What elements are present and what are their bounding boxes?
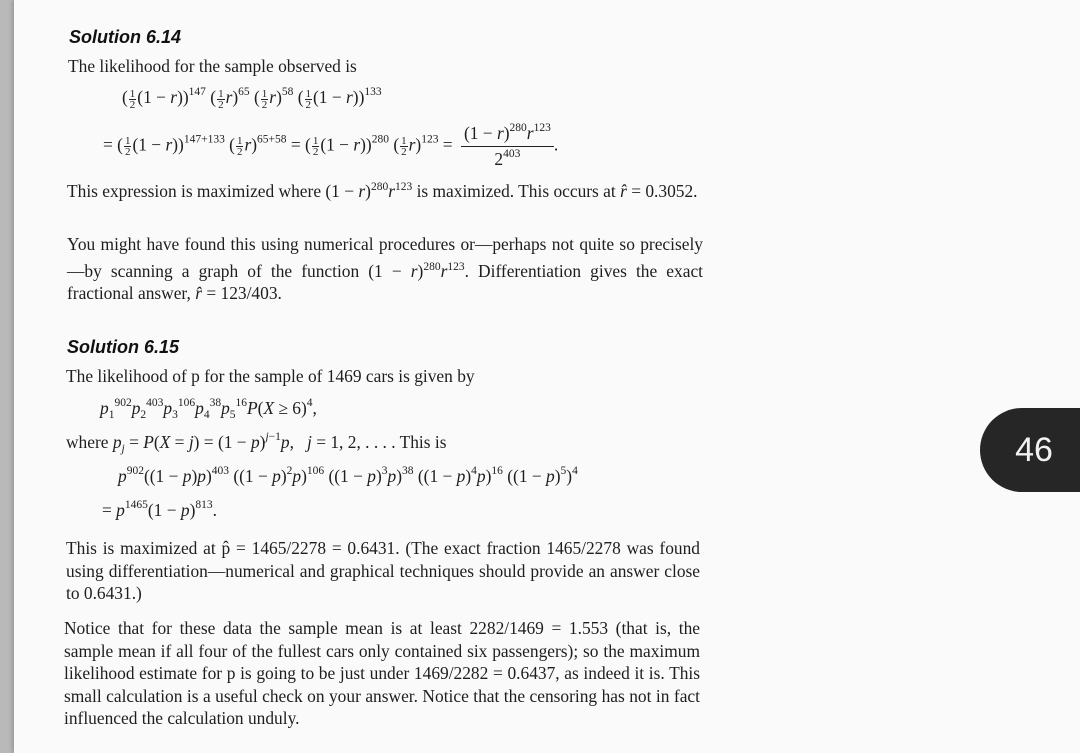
solution-14-paragraph-1: This expression is maximized where $(1 - r)^{280}r^{123}$ is maximized. This occurs at r̂ = 0.3052. [67,180,698,201]
page-number-badge[interactable] [980,408,1080,492]
solution-14-intro: The likelihood for the sample observed is [68,56,357,76]
solution-15-paragraph-2: Notice that for these data the sample mean is at least 2282/1469 = 1.553 (that is, the sample mean if all four of the fullest cars only contained six passengers); so the maximum likelihood estimate for p is going to be just under 1469/2282 = 0.6437, as indeed it is. This small calculation is a useful check on your answer. Notice that the censoring has not in fact influenced the calculation unduly. [64,618,700,728]
solution-15-heading: Solution 6.15 [67,337,180,357]
solution-14-equation-1: ( $\frac{1}{2}$ (1 − r))$^{147}$ ( $\frac{1}{2}$ r)$^{65}$ ( $\frac{1}{2}$ r)$^{58}$ ( $\frac{1}{2}$ (1 − r))$^{133}$ [122,86,382,111]
solution-15-where-line: where $p_j = P(X = j) = (1 - p)^{j-1}p$, j = 1, 2, . . . . This is [66,431,447,455]
solution-15-intro: The likelihood of p for the sample of 1469 cars is given by [66,366,475,386]
page-number-label: 46 [1015,430,1053,469]
solution-14-equation-2: = ( $\frac{1}{2}$ (1 − r))$^{147+133}$ ( $\frac{1}{2}$ r)$^{65+58}$ = ( $\frac{1}{2}$ (1 − r))$^{280}$ ( $\frac{1}{2}$ r)$^{123}$ = $\frac{(1 - r)^{280}r^{123}}{2^{403}}$ . [103,122,559,169]
solution-15-equation-3: = $p^{1465}(1 - p)^{813}$. [102,499,217,520]
solution-15-equation-1: $p_1^{902}p_2^{403}p_3^{106}p_4^{38}p_5^{16}P(X \ge 6)^4$, [100,397,317,421]
solution-15-paragraph-1: This is maximized at p̂ = 1465/2278 = 0.6431. (The exact fraction 1465/2278 was found using differentiation—numerical and graphical techniques should provide an answer close to 0.6431.) [66,538,700,603]
solution-14-paragraph-2: You might have found this using numerical procedures or—perhaps not quite so precisely—by scanning a graph of the function $(1 - r)^{280}r^{123}$. Differentiation gives the exact fractional answer, r̂ = 123/403. [67,234,703,303]
solution-15-equation-2: $p^{902}((1 - p)p)^{403}$ $((1 - p)^2p)^{106}$ $((1 - p)^3p)^{38}$ $((1 - p)^4p)^{16}$ $((1 - p)^5)^4$ [118,465,578,486]
solution-14-heading: Solution 6.14 [69,27,182,47]
